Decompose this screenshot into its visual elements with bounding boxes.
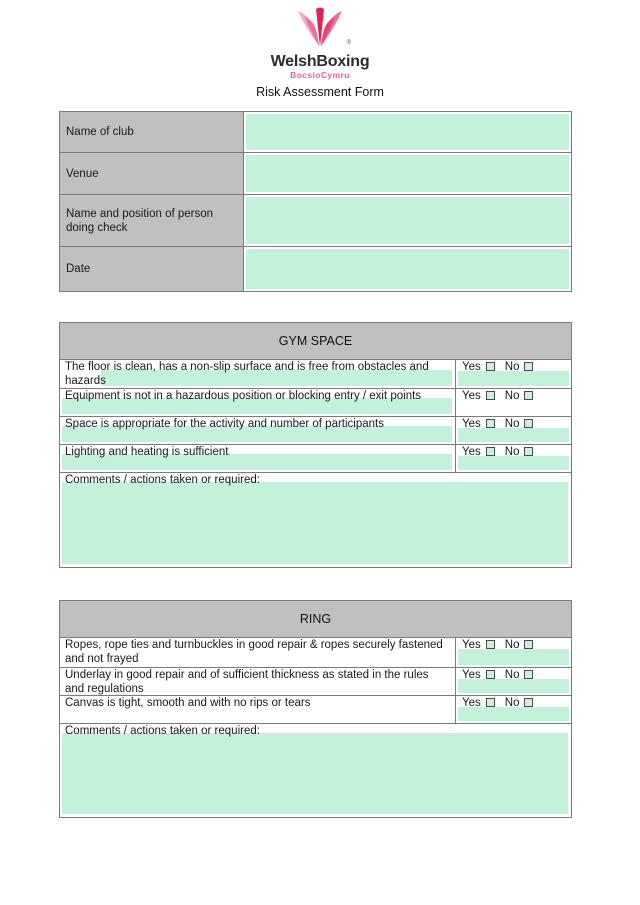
gym-space-section-title: GYM SPACE <box>60 323 571 360</box>
yes-no-cell <box>456 696 571 723</box>
question-row <box>60 696 571 724</box>
venue-cell <box>244 153 571 194</box>
answer-field[interactable] <box>458 456 569 470</box>
page-title: Risk Assessment Form <box>256 85 384 99</box>
question-label: Ropes, rope ties and turnbuckles in good repair & ropes securely fastened and not frayed <box>65 639 443 665</box>
yes-no-cell <box>456 668 571 695</box>
registered-trademark: ® <box>346 40 351 46</box>
yes-label: Yes <box>462 639 481 651</box>
yes-checkbox[interactable] <box>486 670 495 679</box>
comments-cell <box>60 724 571 817</box>
club-info-table <box>59 111 572 292</box>
brand-subname: BocsioCymru <box>290 70 350 80</box>
yes-checkbox[interactable] <box>486 419 495 428</box>
gym-space-table <box>59 322 572 568</box>
comments-cell <box>60 473 571 567</box>
yes-no-cell <box>456 638 571 667</box>
no-checkbox[interactable] <box>524 362 533 371</box>
question-cell <box>60 389 456 416</box>
person-doing-check-cell <box>244 195 571 246</box>
yes-label: Yes <box>462 446 481 458</box>
question-label: Equipment is not in a hazardous position or blocking entry / exit points <box>65 390 422 402</box>
question-cell <box>60 696 456 723</box>
no-checkbox[interactable] <box>524 698 533 707</box>
no-checkbox[interactable] <box>524 447 533 456</box>
no-checkbox[interactable] <box>524 640 533 649</box>
yes-checkbox[interactable] <box>486 698 495 707</box>
yes-label: Yes <box>462 361 481 373</box>
question-label: Underlay in good repair and of sufficient thickness as stated in the rules and regulations <box>65 669 429 695</box>
yes-label: Yes <box>462 418 481 430</box>
yes-checkbox[interactable] <box>486 640 495 649</box>
date-input[interactable] <box>246 249 569 289</box>
no-checkbox[interactable] <box>524 419 533 428</box>
comments-label: Comments / actions taken or required: <box>65 474 260 486</box>
question-cell <box>60 638 456 667</box>
answer-field[interactable] <box>458 371 569 386</box>
name-of-club-input[interactable] <box>246 114 569 150</box>
table-row <box>60 112 571 153</box>
ring-table <box>59 600 572 818</box>
question-cell <box>60 360 456 388</box>
yes-checkbox[interactable] <box>486 447 495 456</box>
no-label: No <box>504 418 520 430</box>
brand-name: WelshBoxing <box>270 53 370 70</box>
question-row <box>60 668 571 696</box>
yes-checkbox[interactable] <box>486 391 495 400</box>
answer-field[interactable] <box>458 679 569 693</box>
question-label: The floor is clean, has a non-slip surface and is free from obstacles and hazards <box>65 361 429 387</box>
question-row <box>60 445 571 473</box>
comments-row <box>60 473 571 567</box>
question-cell <box>60 417 456 444</box>
venue-label: Venue <box>60 153 244 194</box>
date-label: Date <box>60 247 244 291</box>
ring-section-title: RING <box>60 601 571 638</box>
date-cell <box>244 247 571 291</box>
no-label: No <box>504 697 520 709</box>
question-cell <box>60 668 456 695</box>
no-label: No <box>504 669 520 681</box>
no-checkbox[interactable] <box>524 391 533 400</box>
name-of-club-label: Name of club <box>60 112 244 152</box>
question-row <box>60 417 571 445</box>
no-label: No <box>504 639 520 651</box>
answer-field[interactable] <box>458 649 569 665</box>
answer-field[interactable] <box>458 428 569 442</box>
no-label: No <box>504 390 520 402</box>
question-cell <box>60 445 456 472</box>
question-label: Lighting and heating is sufficient <box>65 446 229 458</box>
yes-label: Yes <box>462 669 481 681</box>
yes-label: Yes <box>462 697 481 709</box>
table-row <box>60 153 571 195</box>
comments-field[interactable] <box>62 733 568 814</box>
question-row <box>60 638 571 668</box>
yes-no-cell <box>456 417 571 444</box>
comments-label: Comments / actions taken or required: <box>65 725 260 737</box>
comments-field[interactable] <box>62 482 568 564</box>
yes-no-cell <box>456 445 571 472</box>
boxing-flame-icon <box>291 6 349 48</box>
answer-field[interactable] <box>458 707 569 721</box>
name-of-club-cell <box>244 112 571 152</box>
yes-no-cell <box>456 389 571 416</box>
person-doing-check-input[interactable] <box>246 197 569 244</box>
question-row <box>60 360 571 389</box>
no-checkbox[interactable] <box>524 670 533 679</box>
table-row <box>60 195 571 247</box>
form-header <box>0 6 640 100</box>
comments-row <box>60 724 571 817</box>
yes-label: Yes <box>462 390 481 402</box>
question-label: Canvas is tight, smooth and with no rips or tears <box>65 697 311 709</box>
venue-input[interactable] <box>246 155 569 192</box>
person-doing-check-label: Name and position of person doing check <box>60 195 244 246</box>
no-label: No <box>504 446 520 458</box>
question-label: Space is appropriate for the activity and number of participants <box>65 418 384 430</box>
welsh-boxing-logo <box>291 6 349 48</box>
question-row <box>60 389 571 417</box>
table-row <box>60 247 571 291</box>
yes-checkbox[interactable] <box>486 362 495 371</box>
yes-no-cell <box>456 360 571 388</box>
no-label: No <box>504 361 520 373</box>
